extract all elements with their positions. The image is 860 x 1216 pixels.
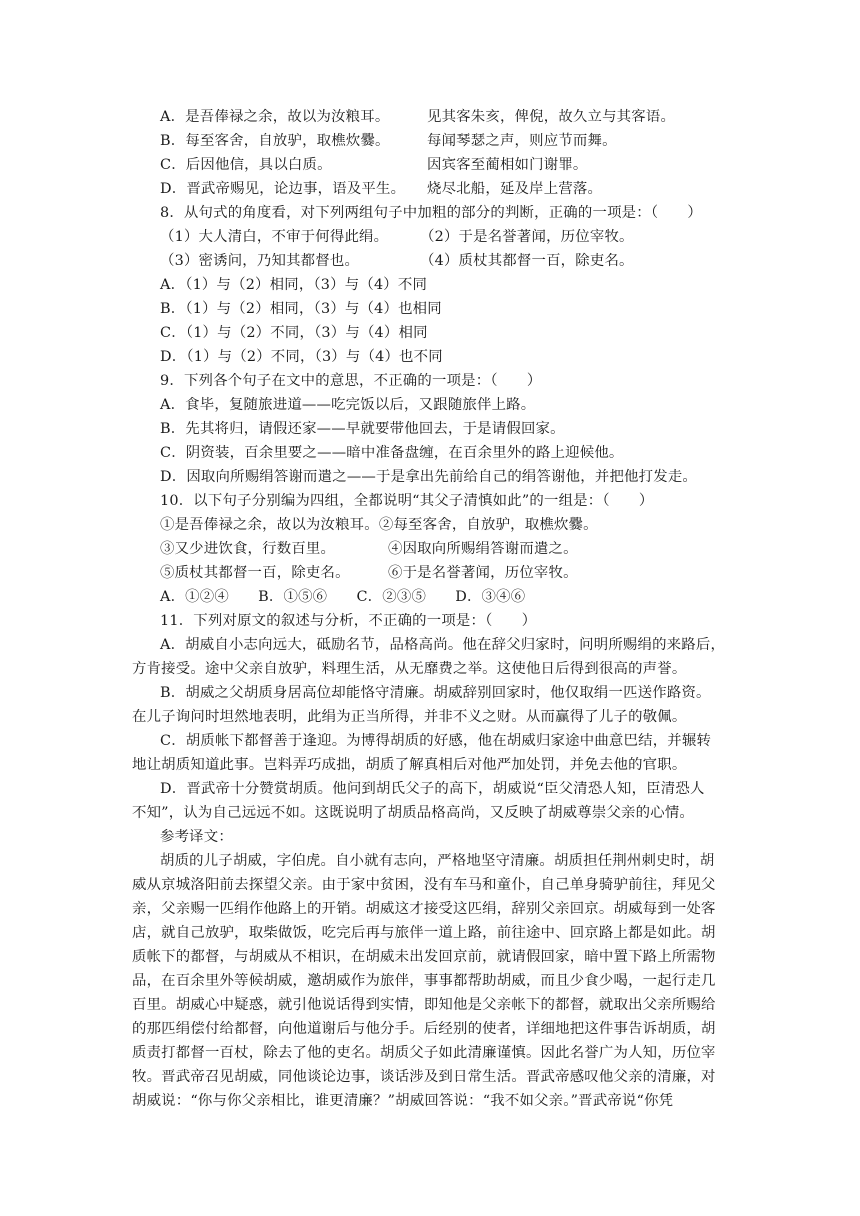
q8-option-a: A．（1）与（2）相同，（3）与（4）不同 (160, 277, 428, 293)
translation-line: 亲，父亲赐一匹绢作他路上的开销。胡威这才接受这匹绢，辞别父亲回京。胡威每到一处客 (132, 901, 716, 917)
q7-option-a-right: 见其客朱亥，俾倪，故久立与其客语。 (427, 109, 676, 125)
q9-option-a: A．食毕，复随旅进道——吃完饭以后，又跟随旅伴上路。 (160, 397, 536, 413)
q7-option-c-left: C．后因他信，具以白质。 (160, 157, 332, 173)
q11-option-a-line1: A．胡威自小志向远大，砥励名节，品格高尚。他在辞父归家时，问明所赐绢的来路后， (160, 637, 726, 653)
q7-option-b-left: B．每至客舍，自放驴，取樵炊爨。 (160, 133, 390, 149)
translation-line: 的那匹绢偿付给都督，向他道谢后与他分手。后经别的使者，详细地把这件事告诉胡质，胡 (132, 1021, 716, 1037)
q7-option-d-left: D．晋武帝赐见，论边事，语及平生。 (160, 181, 406, 197)
q7-option-c-right: 因宾客至蔺相如门谢罪。 (427, 157, 588, 173)
q11-option-d-line2: 不知”，认为自己远远不如。这既说明了胡质品格高尚，又反映了胡威尊崇父亲的心情。 (132, 805, 695, 821)
translation-line: 质责打都督一百杖，除去了他的吏名。胡质父子如此清廉谨慎。因此名誉广为人知，历位宰 (132, 1045, 716, 1061)
q11-option-b-line1: B．胡威之父胡质身居高位却能恪守清廉。胡威辞别回家时，他仅取绢一匹送作路资。 (160, 685, 711, 701)
q10-row-1: ①是吾俸禄之余，故以为汝粮耳。②每至客舍，自放驴，取樵炊爨。 (160, 517, 598, 533)
q11-option-b-line2: 在儿子询问时坦然地表明，此绢为正当所得，并非不义之财。从而赢得了儿子的敬佩。 (132, 709, 687, 725)
q8-sentence-2: （2）于是名誉著闻，历位宰牧。 (420, 229, 634, 245)
q8-option-d: D．（1）与（2）不同，（3）与（4）也不同 (160, 349, 443, 365)
translation-heading: 参考译文： (160, 829, 233, 845)
translation-line: 牧。晋武帝召见胡威，同他谈论边事，谈话涉及到日常生活。晋武帝感叹他父亲的清廉，对 (132, 1069, 716, 1085)
q11-stem: 11．下列对原文的叙述与分析，不正确的一项是：（ ） (160, 613, 537, 629)
q9-option-b: B．先其将归，请假还家——早就要带他回去，于是请假回家。 (160, 421, 565, 437)
q8-sentence-1: （1）大人清白，不审于何得此绢。 (160, 229, 389, 245)
q8-stem: 8．从句式的角度看，对下列两组句子中加粗的部分的判断，正确的一项是：（ ） (160, 205, 703, 221)
q11-option-a-line2: 方肯接受。途中父亲自放驴，料理生活，从无靡费之举。这使他日后得到很高的声誉。 (132, 661, 687, 677)
translation-line: 店，就自己放驴，取柴做饭，吃完后再与旅伴一道上路，前往途中、回京路上都是如此。胡 (132, 925, 716, 941)
q9-option-c: C．阴资装，百余里要之——暗中准备盘缠，在百余里外的路上迎候他。 (160, 445, 624, 461)
translation-line: 质帐下的都督，与胡威从不相识，在胡威未出发回京前，就请假回家，暗中置下路上所需物 (132, 949, 716, 965)
q7-option-d-right: 烧尽北船，延及岸上营落。 (427, 181, 603, 197)
q8-sentence-4: （4）质杖其都督一百，除吏名。 (420, 253, 634, 269)
q9-stem: 9．下列各个句子在文中的意思，不正确的一项是：（ ） (160, 373, 542, 389)
q10-row-3a: ⑤质杖其都督一百，除吏名。 (160, 565, 350, 581)
q10-options: A．①②④ B．①⑤⑥ C．②③⑤ D．③④⑥ (160, 589, 526, 605)
q7-option-a-left: A．是吾俸禄之余，故以为汝粮耳。 (160, 109, 390, 125)
q11-option-c-line2: 地让胡质知道此事。岂料弄巧成拙，胡质了解真相后对他严加处罚，并免去他的官职。 (132, 757, 687, 773)
translation-line: 胡质的儿子胡威，字伯虎。自小就有志向，严格地坚守清廉。胡质担任荆州刺史时，胡 (160, 853, 715, 869)
q10-row-2b: ④因取向所赐绢答谢而遣之。 (388, 541, 578, 557)
q9-option-d: D．因取向所赐绢答谢而遣之——于是拿出先前给自己的绢答谢他，并把他打发走。 (160, 469, 698, 485)
translation-line: 品，在百余里外等候胡威，邀胡威作为旅伴，事事都帮助胡威，而且少食少喝，一起行走几 (132, 973, 716, 989)
q10-stem: 10．以下句子分别编为四组，全都说明“其父子清慎如此”的一组是：（ ） (160, 493, 654, 509)
translation-line: 威从京城洛阳前去探望父亲。由于家中贫困，没有车马和童仆，自己单身骑驴前往，拜见父 (132, 877, 716, 893)
q8-option-c: C．（1）与（2）不同，（3）与（4）相同 (160, 325, 428, 341)
q11-option-c-line1: C．胡质帐下都督善于逢迎。为博得胡质的好感，他在胡威归家途中曲意巴结，并辗转 (160, 733, 712, 749)
q10-row-2a: ③又少进饮食，行数百里。 (160, 541, 336, 557)
q10-row-3b: ⑥于是名誉著闻，历位宰牧。 (388, 565, 578, 581)
q8-sentence-3: （3）密诱问，乃知其都督也。 (160, 253, 360, 269)
q11-option-d-line1: D．晋武帝十分赞赏胡质。他问到胡氏父子的高下，胡威说“臣父清恐人知，臣清恐人 (160, 781, 705, 797)
translation-line: 胡威说：“你与你父亲相比，谁更清廉？”胡威回答说：“我不如父亲。”晋武帝说“你凭 (132, 1093, 674, 1109)
q7-option-b-right: 每闻琴瑟之声，则应节而舞。 (427, 133, 617, 149)
q8-option-b: B．（1）与（2）相同，（3）与（4）也相同 (160, 301, 442, 317)
translation-line: 百里。胡威心中疑惑，就引他说话得到实情，即知他是父亲帐下的都督，就取出父亲所赐给 (132, 997, 716, 1013)
